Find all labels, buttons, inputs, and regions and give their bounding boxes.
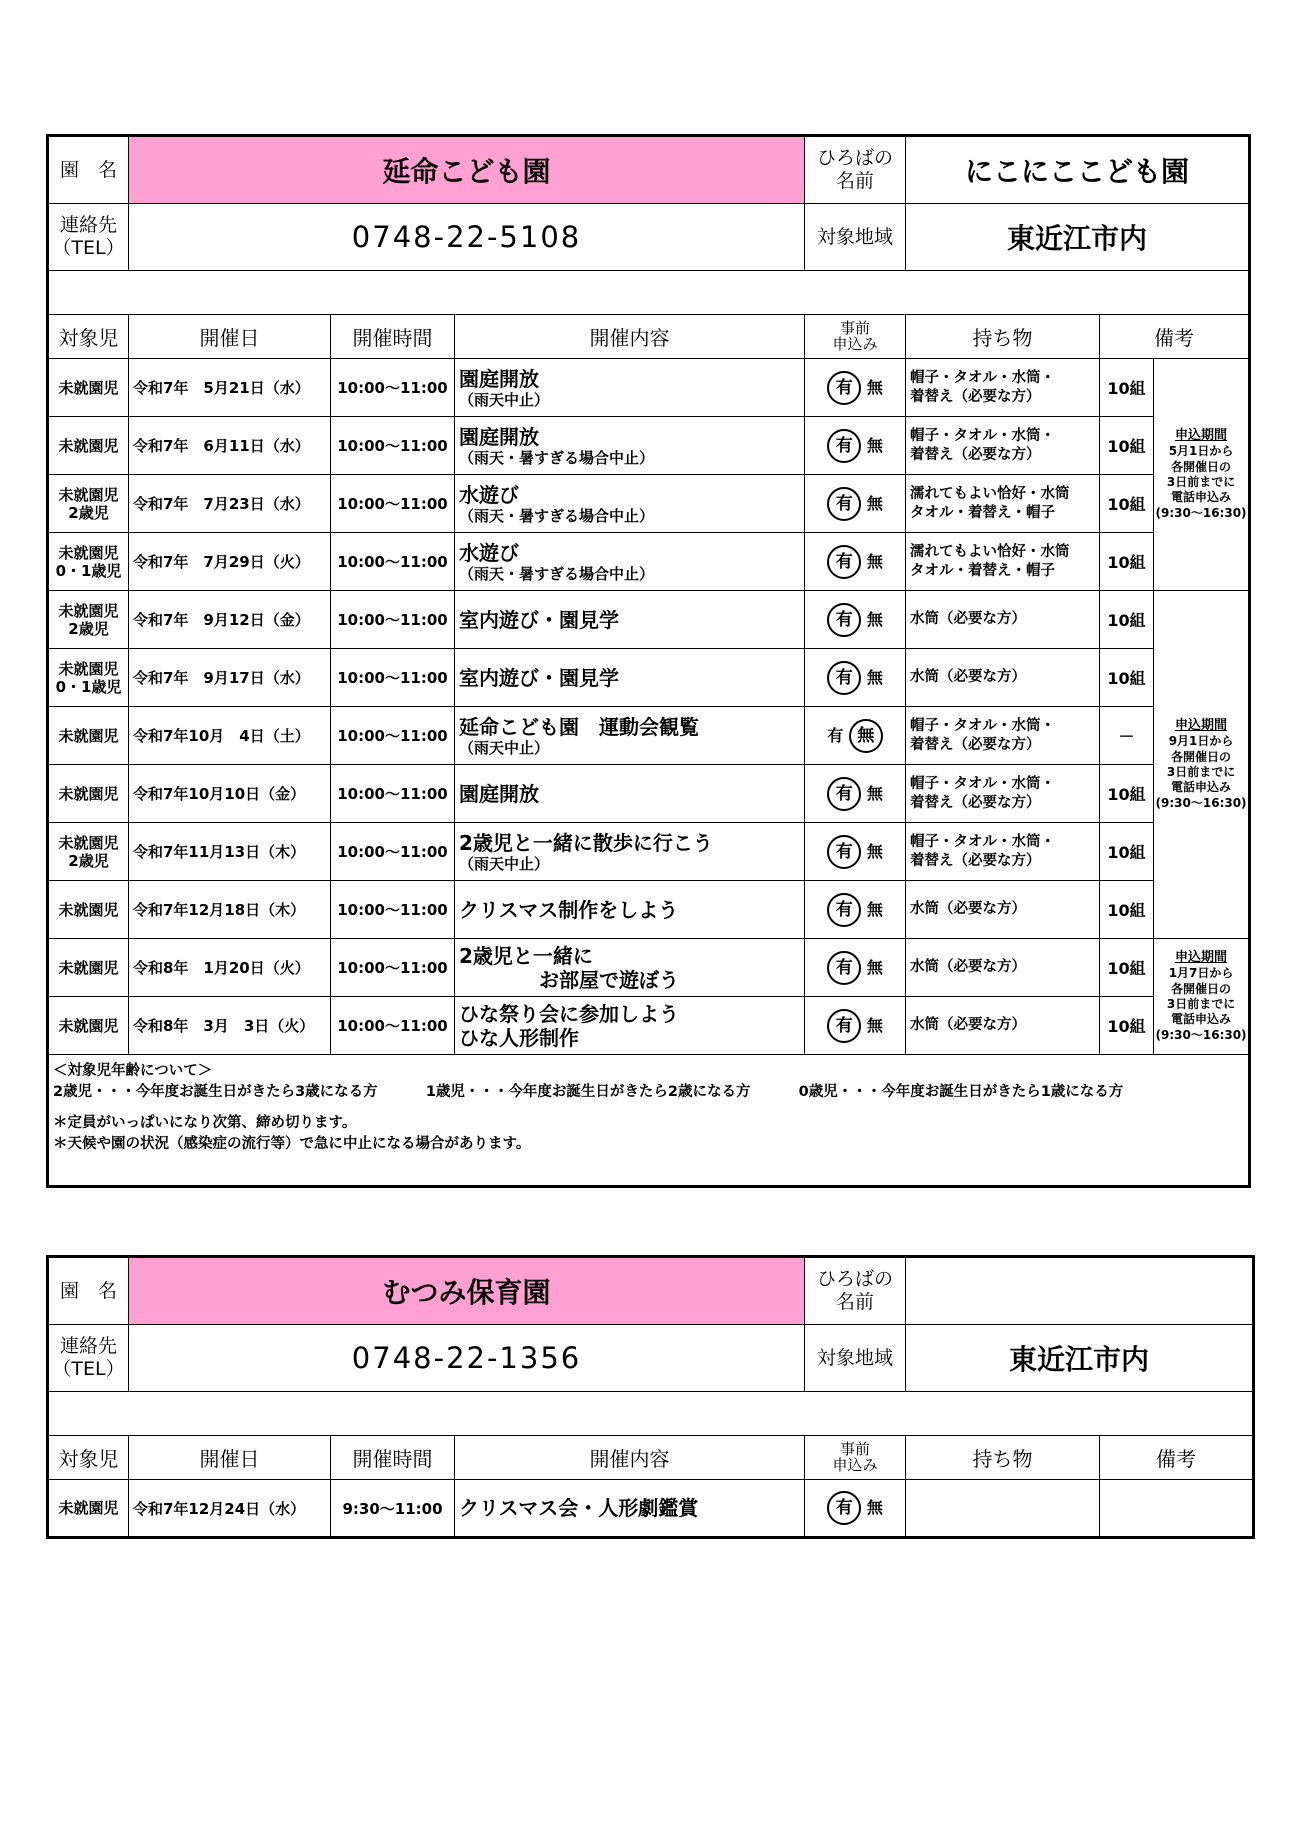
cell-application xyxy=(805,533,906,591)
event-title: 室内遊び・園見学 xyxy=(459,665,619,690)
app-no: 無 xyxy=(866,1015,883,1035)
contact-phone: 0748-22-1356 xyxy=(129,1325,805,1392)
event-title: クリスマス会・人形劇鑑賞 xyxy=(459,1496,699,1520)
cell-application xyxy=(805,823,906,881)
selected-circle: 有 xyxy=(827,777,861,811)
cell-target: 未就園児 0・1歳児 xyxy=(48,533,129,591)
cell-target: 未就園児 xyxy=(48,707,129,765)
note-title: 申込期間 xyxy=(1175,427,1228,443)
cell-time: 10:00～11:00 xyxy=(331,475,455,533)
cell-application xyxy=(805,649,906,707)
hiroba-name: にこにここども園 xyxy=(906,136,1250,204)
header-application: 事前 申込み xyxy=(805,1436,906,1480)
event-title: ひな祭り会に参加しよう ひな人形制作 xyxy=(459,1001,679,1050)
age-0: 0歳児・・・今年度お誕生日がきたら1歳になる方 xyxy=(798,1084,1124,1101)
app-no: 無 xyxy=(866,783,883,803)
age-2: 2歳児・・・今年度お誕生日がきたら3歳になる方 xyxy=(53,1084,378,1101)
selected-circle: 有 xyxy=(827,487,861,521)
note-title: 申込期間 xyxy=(1175,717,1228,733)
label-facility-name: 園 名 xyxy=(48,136,129,204)
cell-capacity: 10組 xyxy=(1100,823,1154,881)
selected-circle: 有 xyxy=(827,603,861,637)
cell-date: 令和7年 9月12日（金） xyxy=(129,591,331,649)
cell-date: 令和7年 7月23日（水） xyxy=(129,475,331,533)
facility-table-enmei xyxy=(46,134,1251,1188)
selected-circle: 有 xyxy=(827,429,861,463)
cell-application xyxy=(805,591,906,649)
cell-capacity: 10組 xyxy=(1100,533,1154,591)
cell-target: 未就園児 xyxy=(48,417,129,475)
event-row xyxy=(48,417,1250,475)
cell-target: 未就園児 2歳児 xyxy=(48,823,129,881)
facility-table-mutsumi xyxy=(46,1255,1255,1539)
blank-row xyxy=(48,271,1250,315)
label-hiroba-name: ひろばの 名前 xyxy=(805,136,906,204)
event-subnote: （雨天中止） xyxy=(459,854,550,873)
cell-date: 令和7年12月18日（木） xyxy=(129,881,331,939)
hiroba-name xyxy=(906,1257,1254,1325)
cell-capacity: 10組 xyxy=(1100,765,1154,823)
app-no: 無 xyxy=(866,899,883,919)
cell-items: 帽子・タオル・水筒・ 着替え（必要な方） xyxy=(906,707,1100,765)
cell-capacity: 10組 xyxy=(1100,939,1154,997)
event-row xyxy=(48,533,1250,591)
cell-date: 令和7年 9月17日（水） xyxy=(129,649,331,707)
header-content: 開催内容 xyxy=(455,1436,805,1480)
note-title: 申込期間 xyxy=(1175,949,1228,965)
cell-capacity: 10組 xyxy=(1100,475,1154,533)
cell-items: 帽子・タオル・水筒・ 着替え（必要な方） xyxy=(906,359,1100,417)
header-date: 開催日 xyxy=(129,1436,331,1480)
cell-target: 未就園児 xyxy=(48,939,129,997)
age-title: ＜対象児年齢について＞ xyxy=(53,1063,213,1079)
cell-time: 10:00～11:00 xyxy=(331,881,455,939)
event-title: 水遊び xyxy=(459,482,519,507)
cell-capacity: 10組 xyxy=(1100,417,1154,475)
cell-capacity: － xyxy=(1100,707,1154,765)
header-time: 開催時間 xyxy=(331,315,455,359)
event-title: 園庭開放 xyxy=(459,781,539,806)
header-notes: 備考 xyxy=(1100,315,1250,359)
cell-date: 令和7年10月10日（金） xyxy=(129,765,331,823)
age-definitions xyxy=(53,1082,1244,1103)
cell-capacity: 10組 xyxy=(1100,649,1154,707)
cell-content xyxy=(455,533,805,591)
app-no: 無 xyxy=(866,377,883,397)
cell-capacity: 10組 xyxy=(1100,881,1154,939)
event-subnote: （雨天中止） xyxy=(459,390,550,409)
event-row xyxy=(48,475,1250,533)
cell-target: 未就園児 0・1歳児 xyxy=(48,649,129,707)
cell-items: 帽子・タオル・水筒・ 着替え（必要な方） xyxy=(906,823,1100,881)
event-row xyxy=(48,997,1250,1055)
header-target: 対象児 xyxy=(48,315,129,359)
app-no: 無 xyxy=(866,551,883,571)
cell-content xyxy=(455,881,805,939)
label-target-area: 対象地域 xyxy=(805,1325,906,1392)
header-items: 持ち物 xyxy=(906,315,1100,359)
cell-target: 未就園児 xyxy=(48,881,129,939)
cell-time: 10:00～11:00 xyxy=(331,997,455,1055)
cell-items: 帽子・タオル・水筒・ 着替え（必要な方） xyxy=(906,765,1100,823)
app-no: 無 xyxy=(866,957,883,977)
header-date: 開催日 xyxy=(129,315,331,359)
app-no: 無 xyxy=(866,609,883,629)
cell-time: 10:00～11:00 xyxy=(331,591,455,649)
event-subnote: （雨天・暑すぎる場合中止） xyxy=(459,448,655,467)
cell-content xyxy=(455,1480,805,1538)
event-row xyxy=(48,359,1250,417)
label-target-area: 対象地域 xyxy=(805,204,906,271)
label-contact: 連絡先 （TEL） xyxy=(48,1325,129,1392)
selected-circle: 有 xyxy=(827,545,861,579)
cell-application xyxy=(805,765,906,823)
event-title: 園庭開放 xyxy=(459,366,539,391)
cell-target: 未就園児 xyxy=(48,359,129,417)
cell-time: 10:00～11:00 xyxy=(331,823,455,881)
app-yes: 有 xyxy=(827,725,844,745)
cell-time: 10:00～11:00 xyxy=(331,533,455,591)
facility-name: むつみ保育園 xyxy=(129,1257,805,1325)
label-facility-name: 園 名 xyxy=(48,1257,129,1325)
cell-items: 水筒（必要な方） xyxy=(906,939,1100,997)
cell-content xyxy=(455,591,805,649)
cell-content xyxy=(455,997,805,1055)
event-row xyxy=(48,765,1250,823)
event-title: 2歳児と一緒に散歩に行こう xyxy=(459,830,713,855)
header-application: 事前 申込み xyxy=(805,315,906,359)
cell-capacity: 10組 xyxy=(1100,359,1154,417)
note-cancellation: ＊天候や園の状況（感染症の流行等）で急に中止になる場合があります。 xyxy=(53,1136,531,1153)
cell-content xyxy=(455,765,805,823)
cell-date: 令和8年 3月 3日（火） xyxy=(129,997,331,1055)
event-title: 2歳児と一緒に お部屋で遊ぼう xyxy=(459,943,679,992)
target-area: 東近江市内 xyxy=(906,1325,1254,1392)
cell-date: 令和8年 1月20日（火） xyxy=(129,939,331,997)
cell-time: 10:00～11:00 xyxy=(331,417,455,475)
cell-capacity: 10組 xyxy=(1100,997,1154,1055)
cell-application xyxy=(805,475,906,533)
cell-content xyxy=(455,359,805,417)
cell-target: 未就園児 xyxy=(48,997,129,1055)
selected-circle: 有 xyxy=(827,893,861,927)
cell-application xyxy=(805,707,906,765)
event-row xyxy=(48,881,1250,939)
note-body: 9月1日から 各開催日の 3日前までに 電話申込み (9:30～16:30) xyxy=(1155,734,1247,810)
app-no: 無 xyxy=(866,1498,883,1517)
cell-time: 10:00～11:00 xyxy=(331,707,455,765)
facility-name: 延命こども園 xyxy=(129,136,805,204)
label-hiroba-name: ひろばの 名前 xyxy=(805,1257,906,1325)
event-row xyxy=(48,1480,1254,1538)
app-no: 無 xyxy=(866,435,883,455)
cell-content xyxy=(455,649,805,707)
cell-items: 濡れてもよい恰好・水筒 タオル・着替え・帽子 xyxy=(906,533,1100,591)
event-row xyxy=(48,707,1250,765)
header-items: 持ち物 xyxy=(906,1436,1100,1480)
cell-content xyxy=(455,707,805,765)
cell-time: 10:00～11:00 xyxy=(331,765,455,823)
event-title: 園庭開放 xyxy=(459,424,539,449)
cell-application xyxy=(805,359,906,417)
event-subnote: （雨天・暑すぎる場合中止） xyxy=(459,564,655,583)
cell-time: 10:00～11:00 xyxy=(331,939,455,997)
selected-circle: 有 xyxy=(827,835,861,869)
cell-items: 水筒（必要な方） xyxy=(906,591,1100,649)
cell-target: 未就園児 xyxy=(48,1480,129,1538)
selected-circle: 有 xyxy=(827,371,861,405)
contact-phone: 0748-22-5108 xyxy=(129,204,805,271)
event-title: 室内遊び・園見学 xyxy=(459,607,619,632)
selected-circle: 有 xyxy=(827,1491,861,1525)
app-no: 無 xyxy=(866,493,883,513)
blank-row xyxy=(48,1392,1254,1436)
cell-target: 未就園児 2歳児 xyxy=(48,475,129,533)
application-period-note xyxy=(1154,939,1250,1055)
cell-date: 令和7年 5月21日（水） xyxy=(129,359,331,417)
note-body: 1月7日から 各開催日の 3日前までに 電話申込み (9:30～16:30) xyxy=(1155,966,1247,1042)
footer-notes xyxy=(48,1055,1250,1187)
cell-content xyxy=(455,417,805,475)
cell-target: 未就園児 2歳児 xyxy=(48,591,129,649)
cell-content xyxy=(455,939,805,997)
cell-content xyxy=(455,475,805,533)
selected-circle: 有 xyxy=(827,951,861,985)
cell-items: 濡れてもよい恰好・水筒 タオル・着替え・帽子 xyxy=(906,475,1100,533)
cell-items xyxy=(906,1480,1100,1538)
selected-circle: 有 xyxy=(827,661,861,695)
header-time: 開催時間 xyxy=(331,1436,455,1480)
label-contact: 連絡先 （TEL） xyxy=(48,204,129,271)
cell-application xyxy=(805,1480,906,1538)
cell-application xyxy=(805,939,906,997)
event-title: クリスマス制作をしよう xyxy=(459,897,679,922)
cell-date: 令和7年10月 4日（土） xyxy=(129,707,331,765)
cell-time: 9:30～11:00 xyxy=(331,1480,455,1538)
cell-date: 令和7年11月13日（木） xyxy=(129,823,331,881)
cell-date: 令和7年12月24日（水） xyxy=(129,1480,331,1538)
event-subnote: （雨天・暑すぎる場合中止） xyxy=(459,506,655,525)
header-content: 開催内容 xyxy=(455,315,805,359)
cell-target: 未就園児 xyxy=(48,765,129,823)
cell-application xyxy=(805,417,906,475)
cell-items: 帽子・タオル・水筒・ 着替え（必要な方） xyxy=(906,417,1100,475)
app-no: 無 xyxy=(866,667,883,687)
cell-application xyxy=(805,997,906,1055)
cell-capacity: 10組 xyxy=(1100,591,1154,649)
event-title: 水遊び xyxy=(459,540,519,565)
application-period-note xyxy=(1154,591,1250,939)
event-row xyxy=(48,939,1250,997)
cell-date: 令和7年 7月29日（火） xyxy=(129,533,331,591)
note-body: 5月1日から 各開催日の 3日前までに 電話申込み (9:30～16:30) xyxy=(1155,444,1247,520)
application-period-note xyxy=(1154,359,1250,591)
cell-time: 10:00～11:00 xyxy=(331,359,455,417)
cell-notes xyxy=(1100,1480,1254,1538)
age-1: 1歳児・・・今年度お誕生日がきたら2歳になる方 xyxy=(425,1084,751,1101)
event-subnote: （雨天中止） xyxy=(459,738,550,757)
target-area: 東近江市内 xyxy=(906,204,1250,271)
note-capacity: ＊定員がいっぱいになり次第、締め切ります。 xyxy=(53,1115,357,1132)
cell-content xyxy=(455,823,805,881)
event-row xyxy=(48,649,1250,707)
cell-application xyxy=(805,881,906,939)
event-title: 延命こども園 運動会観覧 xyxy=(459,714,699,739)
cell-items: 水筒（必要な方） xyxy=(906,997,1100,1055)
header-notes: 備考 xyxy=(1100,1436,1254,1480)
selected-circle: 無 xyxy=(849,719,883,753)
event-row xyxy=(48,823,1250,881)
event-row xyxy=(48,591,1250,649)
cell-time: 10:00～11:00 xyxy=(331,649,455,707)
app-no: 無 xyxy=(866,841,883,861)
cell-date: 令和7年 6月11日（水） xyxy=(129,417,331,475)
cell-items: 水筒（必要な方） xyxy=(906,881,1100,939)
cell-items: 水筒（必要な方） xyxy=(906,649,1100,707)
header-target: 対象児 xyxy=(48,1436,129,1480)
selected-circle: 有 xyxy=(827,1009,861,1043)
